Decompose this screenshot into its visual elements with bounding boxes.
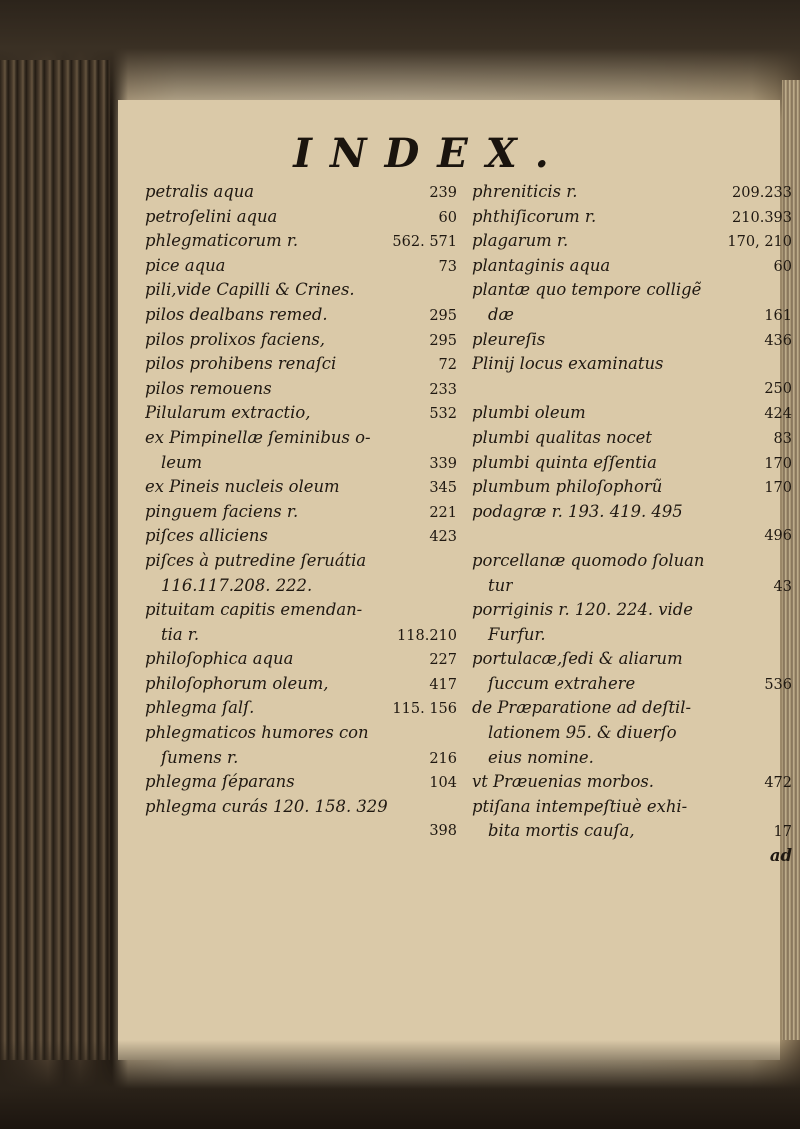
entry-page-number: 536 bbox=[764, 676, 792, 693]
entry-page-number: 424 bbox=[764, 406, 792, 423]
entry-page-number: 60 bbox=[438, 209, 457, 226]
index-entry bbox=[472, 426, 792, 451]
entry-page-number: 161 bbox=[764, 307, 792, 324]
index-entry bbox=[472, 574, 792, 599]
index-entry bbox=[472, 721, 792, 746]
entry-text: 116.117.208. 222. bbox=[161, 575, 313, 595]
entry-text: plumbi quinta eſſentia bbox=[472, 452, 657, 472]
index-entry bbox=[145, 303, 457, 328]
index-entry bbox=[472, 500, 792, 525]
entry-page-number: 72 bbox=[438, 357, 457, 374]
entry-page-number: 532 bbox=[429, 406, 457, 423]
entry-page-number: 423 bbox=[429, 529, 457, 546]
entry-text: phlegmaticorum r. bbox=[145, 231, 299, 251]
index-entry bbox=[145, 524, 457, 549]
index-entry bbox=[145, 254, 457, 279]
entry-text: pili,vide Capilli & Crines. bbox=[145, 280, 355, 300]
entry-page-number: 417 bbox=[429, 676, 457, 693]
index-column-right bbox=[472, 180, 792, 869]
index-entry bbox=[145, 352, 457, 377]
index-entry bbox=[472, 746, 792, 771]
index-entry bbox=[472, 229, 792, 254]
entry-text: philoſophorum oleum, bbox=[145, 673, 329, 693]
entry-text: pilos prolixos faciens, bbox=[145, 329, 326, 349]
index-entry bbox=[472, 598, 792, 623]
index-entry bbox=[145, 278, 457, 303]
entry-page-number: 233 bbox=[429, 381, 457, 398]
entry-text: ſuccum extrahere bbox=[488, 673, 636, 693]
entry-text: pinguem faciens r. bbox=[145, 501, 299, 521]
entry-text: pituitam capitis emendan- bbox=[145, 600, 363, 620]
index-entry bbox=[472, 180, 792, 205]
entry-text: leum bbox=[161, 452, 203, 472]
entry-text: dæ bbox=[488, 304, 514, 324]
entry-text: petralis aqua bbox=[145, 182, 255, 201]
catchword: ad bbox=[769, 846, 792, 866]
entry-text: porriginis r. 120. 224. vide bbox=[472, 600, 693, 620]
index-entry bbox=[145, 475, 457, 500]
entry-text: Furfur. bbox=[488, 624, 546, 644]
entry-page-number: 83 bbox=[773, 430, 792, 447]
entry-page-number: 17 bbox=[773, 824, 792, 841]
entry-page-number: 170, 210 bbox=[727, 234, 792, 251]
entry-text: ptiſana intempeſtiuè exhi- bbox=[472, 796, 688, 816]
index-entry bbox=[472, 451, 792, 476]
entry-page-number: 221 bbox=[429, 504, 457, 521]
index-entry bbox=[145, 549, 457, 574]
index-entry bbox=[145, 574, 457, 599]
index-entry bbox=[472, 303, 792, 328]
index-entry bbox=[145, 746, 457, 771]
index-entry bbox=[145, 426, 457, 451]
index-entry bbox=[472, 647, 792, 672]
entry-page-number: 339 bbox=[429, 455, 457, 472]
entry-text: phreniticis r. bbox=[472, 182, 578, 201]
entry-text: eius nomine. bbox=[488, 747, 594, 767]
entry-page-number: 170 bbox=[764, 455, 792, 472]
page-edges-left bbox=[0, 60, 110, 1060]
index-entry bbox=[472, 278, 792, 303]
entry-page-number: 73 bbox=[438, 258, 457, 275]
entry-text: petroſelini aqua bbox=[145, 206, 278, 226]
entry-text: tur bbox=[488, 575, 513, 595]
index-entry bbox=[472, 328, 792, 353]
index-entry bbox=[472, 770, 792, 795]
entry-page-number: 436 bbox=[764, 332, 792, 349]
index-entry bbox=[472, 795, 792, 820]
index-entry bbox=[145, 795, 457, 820]
index-column-left bbox=[145, 180, 457, 844]
entry-text: phlegma ſalſ. bbox=[145, 698, 255, 718]
index-entry bbox=[472, 401, 792, 426]
entry-text: porcellanæ quomodo ſoluan bbox=[472, 550, 705, 570]
entry-text: bita mortis cauſa, bbox=[488, 821, 635, 841]
entry-page-number: 398 bbox=[429, 823, 457, 840]
entry-page-number: 43 bbox=[773, 578, 792, 595]
entry-page-number: 295 bbox=[429, 307, 457, 324]
index-entry bbox=[145, 696, 457, 721]
index-entry bbox=[472, 352, 792, 377]
entry-page-number: 118.210 bbox=[397, 627, 457, 644]
entry-text: vt Præuenias morbos. bbox=[472, 772, 655, 792]
entry-text: tia r. bbox=[161, 624, 200, 644]
entry-text: plumbi qualitas nocet bbox=[472, 427, 652, 447]
index-entry bbox=[145, 377, 457, 402]
entry-page-number: 170 bbox=[764, 480, 792, 497]
index-entry bbox=[472, 254, 792, 279]
entry-text: piſces à putredine ſeruátia bbox=[145, 550, 367, 570]
entry-page-number: 496 bbox=[764, 528, 792, 545]
index-entry bbox=[472, 696, 792, 721]
entry-page-number: 216 bbox=[429, 750, 457, 767]
bottom-shadow bbox=[0, 1040, 800, 1129]
entry-text: de Præparatione ad deſtil- bbox=[472, 698, 692, 718]
entry-page-number: 250 bbox=[764, 380, 792, 397]
index-entry bbox=[472, 672, 792, 697]
entry-text: lationem 95. & diuerſo bbox=[488, 723, 677, 743]
entry-page-number: 104 bbox=[429, 775, 457, 792]
index-entry bbox=[472, 524, 792, 549]
entry-text: ex Pimpinellæ ſeminibus o- bbox=[145, 427, 371, 447]
entry-text: ſumens r. bbox=[161, 747, 239, 767]
entry-text: phlegmaticos humores con bbox=[145, 723, 369, 743]
index-entry bbox=[472, 819, 792, 844]
index-entry bbox=[472, 205, 792, 230]
index-entry bbox=[472, 549, 792, 574]
entry-text: plagarum r. bbox=[472, 231, 569, 251]
index-entry bbox=[145, 623, 457, 648]
index-entry bbox=[145, 451, 457, 476]
entry-page-number: 209.233 bbox=[732, 185, 792, 201]
entry-page-number: 562. 571 bbox=[392, 234, 457, 251]
entry-page-number: 472 bbox=[764, 775, 792, 792]
index-entry bbox=[145, 229, 457, 254]
entry-text: plumbum philoſophorũ bbox=[472, 477, 663, 497]
index-entry bbox=[472, 377, 792, 402]
entry-text: Plinij locus examinatus bbox=[472, 354, 664, 374]
entry-page-number: 210.393 bbox=[732, 209, 792, 226]
entry-text: pilos prohibens renaſci bbox=[145, 354, 337, 374]
index-entry bbox=[145, 401, 457, 426]
entry-text: podagræ r. 193. 419. 495 bbox=[472, 501, 683, 521]
entry-text: phlegma curás 120. 158. 329 bbox=[145, 796, 388, 816]
entry-page-number: 115. 156 bbox=[392, 701, 457, 718]
entry-text: pleureſis bbox=[472, 329, 546, 349]
page-title: INDEX. bbox=[293, 130, 567, 177]
entry-text: plantæ quo tempore colligẽ bbox=[472, 280, 702, 300]
entry-text: philoſophica aqua bbox=[145, 649, 294, 669]
index-entry bbox=[145, 500, 457, 525]
index-entry bbox=[145, 721, 457, 746]
entry-text: phthiſicorum r. bbox=[472, 206, 597, 226]
entry-page-number: 239 bbox=[429, 185, 457, 201]
index-entry bbox=[145, 205, 457, 230]
entry-text: plantaginis aqua bbox=[472, 255, 611, 275]
entry-text: piſces alliciens bbox=[145, 526, 268, 546]
entry-page-number: 227 bbox=[429, 652, 457, 669]
entry-text: pilos remouens bbox=[145, 378, 272, 398]
index-entry bbox=[145, 180, 457, 205]
entry-text: pilos dealbans remed. bbox=[145, 304, 328, 324]
entry-page-number: 60 bbox=[773, 258, 792, 275]
index-entry bbox=[472, 623, 792, 648]
entry-text: portulacæ,ſedi & aliarum bbox=[472, 649, 683, 669]
entry-text: pice aqua bbox=[145, 255, 226, 275]
index-entry bbox=[145, 672, 457, 697]
index-entry bbox=[145, 328, 457, 353]
index-entry bbox=[145, 598, 457, 623]
entry-text: phlegma ſéparans bbox=[145, 772, 295, 792]
entry-text: Pilularum extractio, bbox=[145, 403, 311, 423]
index-entry bbox=[145, 819, 457, 844]
entry-page-number: 295 bbox=[429, 332, 457, 349]
index-entry bbox=[145, 770, 457, 795]
index-entry bbox=[145, 647, 457, 672]
entry-page-number: 345 bbox=[429, 480, 457, 497]
entry-text: plumbi oleum bbox=[472, 403, 586, 423]
entry-text: ex Pineis nucleis oleum bbox=[145, 477, 340, 497]
index-entry bbox=[472, 475, 792, 500]
